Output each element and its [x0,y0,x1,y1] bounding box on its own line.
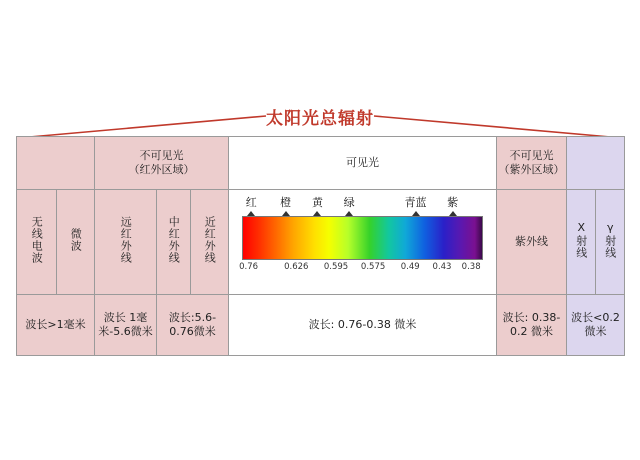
header-cell-ultraviolet [497,137,567,190]
header-uv-line1: 不可见光 [509,149,554,163]
spectrum-tick-3: 0.575 [360,262,386,272]
wavelength-cell-mid-near-infrared: 波长:5.6-0.76微米 [157,295,229,356]
header-infrared-line1: 不可见光 [139,149,184,163]
wavelength-cell-ultraviolet: 波长: 0.38-0.2 微米 [497,295,567,356]
band-label-gamma: γ射线 [603,221,617,260]
band-label-near-infrared: 近红外线 [203,216,217,265]
band-cell-far-infrared [95,190,157,295]
band-label-microwave: 微波 [69,228,83,253]
spectrum-color-label-2: 黄 [311,196,323,209]
spectrum-wavelength-ticks [230,262,495,280]
spectrum-color-label-3: 绿 [343,196,355,209]
wavelength-cell-far-infrared: 波长 1毫米-5.6微米 [95,295,157,356]
wavelength-cell-visible: 波长: 0.76-0.38 微米 [229,295,497,356]
header-uv-line2: （紫外区域） [498,163,565,176]
wavelength-cell-radio: 波长>1毫米 [17,295,95,356]
band-label-radio: 无线电波 [30,216,44,265]
band-label-far-infrared: 远红外线 [119,216,133,265]
wavelength-cell-xray-gamma: 波长<0.2 微米 [567,295,625,356]
spectrum-color-label-1: 橙 [280,196,292,209]
band-cell-gamma [596,190,625,295]
visible-spectrum-cell [229,190,497,295]
spectrum-tick-1: 0.626 [284,262,309,272]
band-cell-microwave [57,190,95,295]
band-cell-radio [17,190,57,295]
spectrum-gradient-bar [242,216,483,260]
band-cell-xray [567,190,596,295]
spectrum-color-label-4: 青蓝 [404,196,427,209]
spectrum-color-label-0: 红 [245,196,257,209]
spectrum-table [16,136,625,356]
spectrum-color-label-5: 紫 [447,196,459,209]
band-label-ultraviolet: 紫外线 [515,235,548,249]
spectrum-graphic [230,194,495,290]
page-title: 太阳光总辐射 [266,109,374,129]
spectrum-tick-6: 0.38 [461,262,481,272]
table-row-bands [17,190,625,295]
band-cell-ultraviolet [497,190,567,295]
table-row-regions [17,137,625,190]
band-cell-mid-infrared [157,190,191,295]
spectrum-color-labels [230,196,495,212]
header-cell-blank-left [17,137,95,190]
header-cell-visible: 可见光 [229,137,497,190]
spectrum-tick-4: 0.49 [400,262,420,272]
spectrum-tick-0: 0.76 [239,262,259,272]
spectrum-tick-5: 0.43 [432,262,452,272]
table-row-wavelengths [17,295,625,356]
band-label-mid-infrared: 中红外线 [167,216,181,265]
band-cell-near-infrared [191,190,229,295]
band-label-xray: X射线 [574,221,588,260]
header-infrared-line2: （红外区域） [128,163,195,176]
header-cell-blank-right [567,137,625,190]
header-cell-infrared [95,137,229,190]
spectrum-tick-2: 0.595 [323,262,349,272]
